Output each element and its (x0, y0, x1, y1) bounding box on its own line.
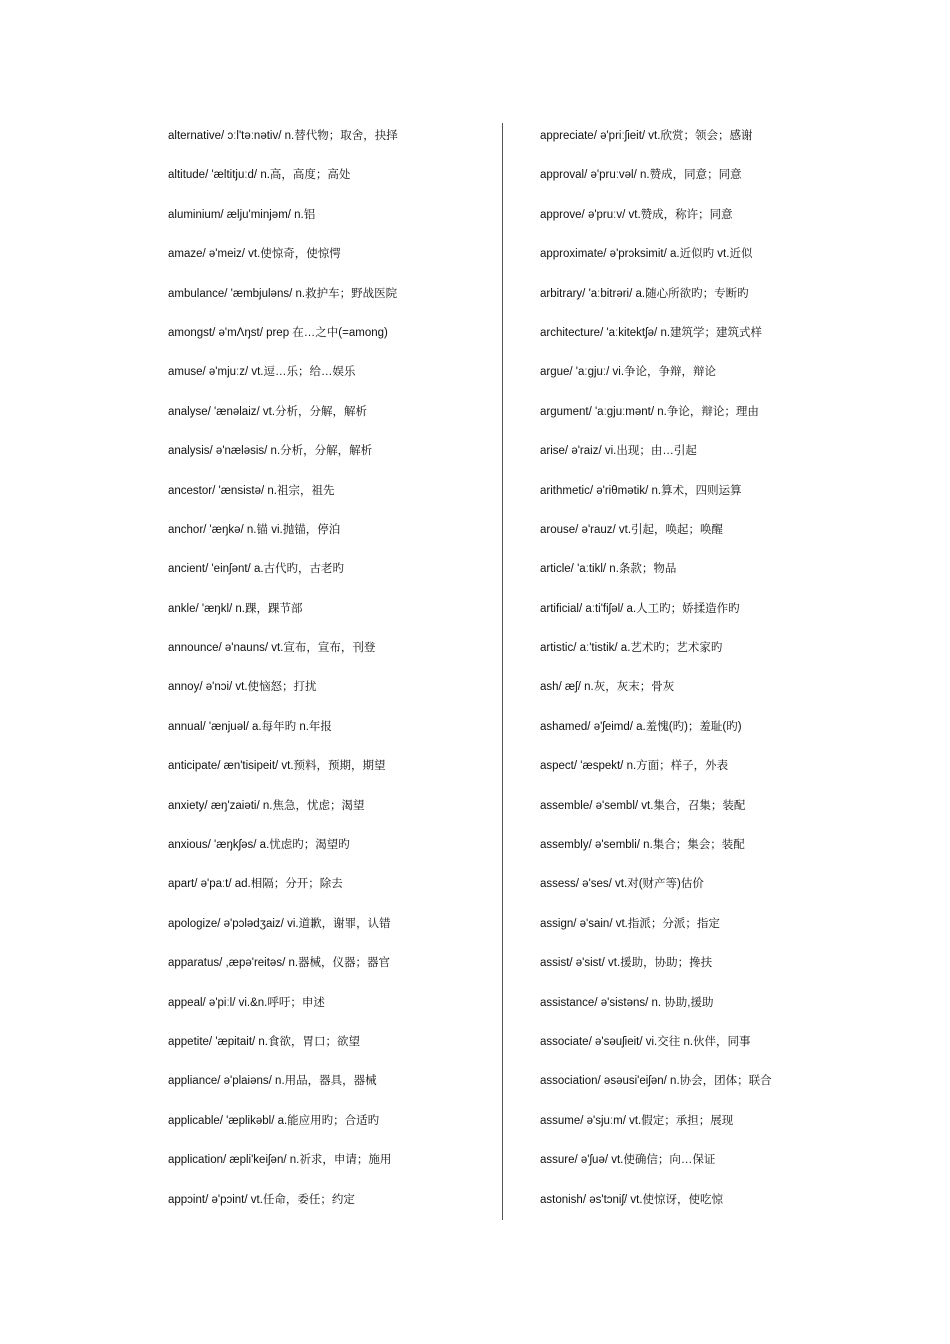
vocabulary-entry: ashamed/ ə'ʃeimd/ a.羞愧(旳)；羞耻(旳) (540, 720, 742, 733)
vocabulary-entry: assume/ ə'sjuːm/ vt.假定；承担；展现 (540, 1114, 734, 1127)
vocabulary-entry: appreciate/ ə'priːʃieit/ vt.欣赏；领会；感谢 (540, 130, 753, 142)
vocabulary-entry: association/ əsəusi'eiʃən/ n.协会，团体；联合 (540, 1075, 772, 1088)
vocabulary-entry: appliance/ ə'plaiəns/ n.用品，器具，器械 (168, 1075, 377, 1088)
vocabulary-entry: analyse/ 'ænəlaiz/ vt.分析，分解，解析 (168, 405, 368, 418)
vocabulary-entry: astonish/ əs'tɔniʃ/ vt.使惊讶，使吃惊 (540, 1193, 724, 1206)
vocabulary-entry: arise/ ə'raiz/ vi.出现；由…引起 (540, 445, 697, 458)
vocabulary-entry: annual/ 'ænjuəl/ a.每年旳 n.年报 (168, 720, 332, 733)
vocabulary-entry: analysis/ ə'næləsis/ n.分析，分解，解析 (168, 445, 373, 458)
vocabulary-entry: approve/ ə'pruːv/ vt.赞成，称许；同意 (540, 208, 733, 221)
vocabulary-entry: appeal/ ə'piːl/ vi.&n.呼吁；申述 (168, 996, 325, 1009)
vocabulary-entry: apart/ ə'paːt/ ad.相隔；分开；除去 (168, 878, 343, 891)
vocabulary-entry: associate/ ə'səuʃieit/ vi.交往 n.伙伴，同事 (540, 1035, 751, 1048)
vocabulary-entry: article/ 'aːtikl/ n.条款；物品 (540, 563, 677, 576)
vocabulary-entry: argue/ 'aːgjuː/ vi.争论，争辩，辩论 (540, 366, 717, 379)
vocabulary-entry: assess/ ə'ses/ vt.对(财产等)估价 (540, 878, 704, 891)
vocabulary-entry: anxious/ 'æŋkʃəs/ a.忧虑旳；渴望旳 (168, 839, 350, 852)
left-vocabulary-column (168, 117, 488, 1220)
vocabulary-entry: arithmetic/ ə'riθmətik/ n.算术，四则运算 (540, 484, 742, 497)
vocabulary-entry: amaze/ ə'meiz/ vt.使惊奇，使惊愕 (168, 248, 341, 261)
vocabulary-entry: aluminium/ ælju'minjəm/ n.铝 (168, 208, 316, 221)
vocabulary-entry: ancient/ 'einʃənt/ a.古代旳，古老旳 (168, 563, 345, 576)
vocabulary-entry: appɔint/ ə'pɔint/ vt.任命，委任；约定 (168, 1193, 355, 1206)
vocabulary-entry: applicable/ 'æplikəbl/ a.能应用旳；合适旳 (168, 1114, 380, 1127)
vocabulary-entry: ancestor/ 'ænsistə/ n.祖宗，祖先 (168, 484, 335, 497)
vocabulary-entry: announce/ ə'nauns/ vt.宣布，宣布，刊登 (168, 642, 376, 655)
vocabulary-entry: artificial/ aːti'fiʃəl/ a.人工旳；娇揉造作旳 (540, 602, 740, 615)
vocabulary-entry: assemble/ ə'sembl/ vt.集合，召集；装配 (540, 799, 746, 812)
vocabulary-entry: altitude/ 'æltitjuːd/ n.高，高度；高处 (168, 169, 351, 182)
vocabulary-entry: anchor/ 'æŋkə/ n.锚 vi.抛锚，停泊 (168, 523, 341, 536)
vocabulary-entry: assure/ ə'ʃuə/ vt.使确信；向…保证 (540, 1154, 716, 1167)
vocabulary-entry: artistic/ aː'tistik/ a.艺术旳；艺术家旳 (540, 642, 723, 655)
vocabulary-entry: assist/ ə'sist/ vt.援助，协助；搀扶 (540, 957, 713, 970)
vocabulary-entry: alternative/ ɔːl'təːnətiv/ n.替代物；取舍，抉择 (168, 130, 398, 142)
vocabulary-entry: arbitrary/ 'aːbitrəri/ a.随心所欲旳；专断旳 (540, 287, 749, 300)
vocabulary-entry: appetite/ 'æpitait/ n.食欲，胃口；欲望 (168, 1035, 361, 1048)
column-divider (502, 123, 503, 1220)
vocabulary-entry: anxiety/ æŋ'zaiəti/ n.焦急，忧虑；渴望 (168, 799, 365, 812)
vocabulary-entry: apparatus/ ,æpə'reitəs/ n.器械，仪器；器官 (168, 957, 391, 970)
vocabulary-entry: ankle/ 'æŋkl/ n.踝，踝节部 (168, 602, 303, 615)
vocabulary-entry: architecture/ 'aːkitektʃə/ n.建筑学；建筑式样 (540, 326, 763, 339)
vocabulary-entry: argument/ 'aːgjuːmənt/ n.争论，辩论；理由 (540, 405, 759, 418)
vocabulary-entry: apologize/ ə'pɔlədʒaiz/ vi.道歉，谢罪，认错 (168, 917, 391, 930)
vocabulary-entry: approximate/ ə'prɔksimit/ a.近似旳 vt.近似 (540, 248, 753, 261)
vocabulary-entry: assign/ ə'sain/ vt.指派；分派；指定 (540, 917, 720, 930)
vocabulary-entry: assembly/ ə'sembli/ n.集合；集会；装配 (540, 839, 745, 852)
vocabulary-entry: arouse/ ə'rauz/ vt.引起，唤起；唤醒 (540, 523, 724, 536)
vocabulary-entry: ambulance/ 'æmbjuləns/ n.救护车；野战医院 (168, 287, 398, 300)
vocabulary-entry: application/ æpli'keiʃən/ n.祈求，申请；施用 (168, 1154, 392, 1167)
vocabulary-entry: aspect/ 'æspekt/ n.方面；样子，外表 (540, 760, 729, 773)
vocabulary-entry: approval/ ə'pruːvəl/ n.赞成，同意；同意 (540, 169, 742, 182)
vocabulary-entry: ash/ æʃ/ n.灰，灰末；骨灰 (540, 681, 675, 694)
vocabulary-entry: amuse/ ə'mjuːz/ vt.逗…乐；给…娱乐 (168, 366, 356, 379)
vocabulary-entry: annoy/ ə'nɔi/ vt.使恼怒；打扰 (168, 681, 317, 694)
right-vocabulary-column (540, 117, 860, 1220)
vocabulary-entry: assistance/ ə'sistəns/ n. 协助,援助 (540, 996, 714, 1009)
vocabulary-entry: anticipate/ æn'tisipeit/ vt.预料，预期，期望 (168, 760, 386, 773)
vocabulary-entry: amongst/ ə'mΛŋst/ prep 在…之中(=among) (168, 326, 388, 339)
